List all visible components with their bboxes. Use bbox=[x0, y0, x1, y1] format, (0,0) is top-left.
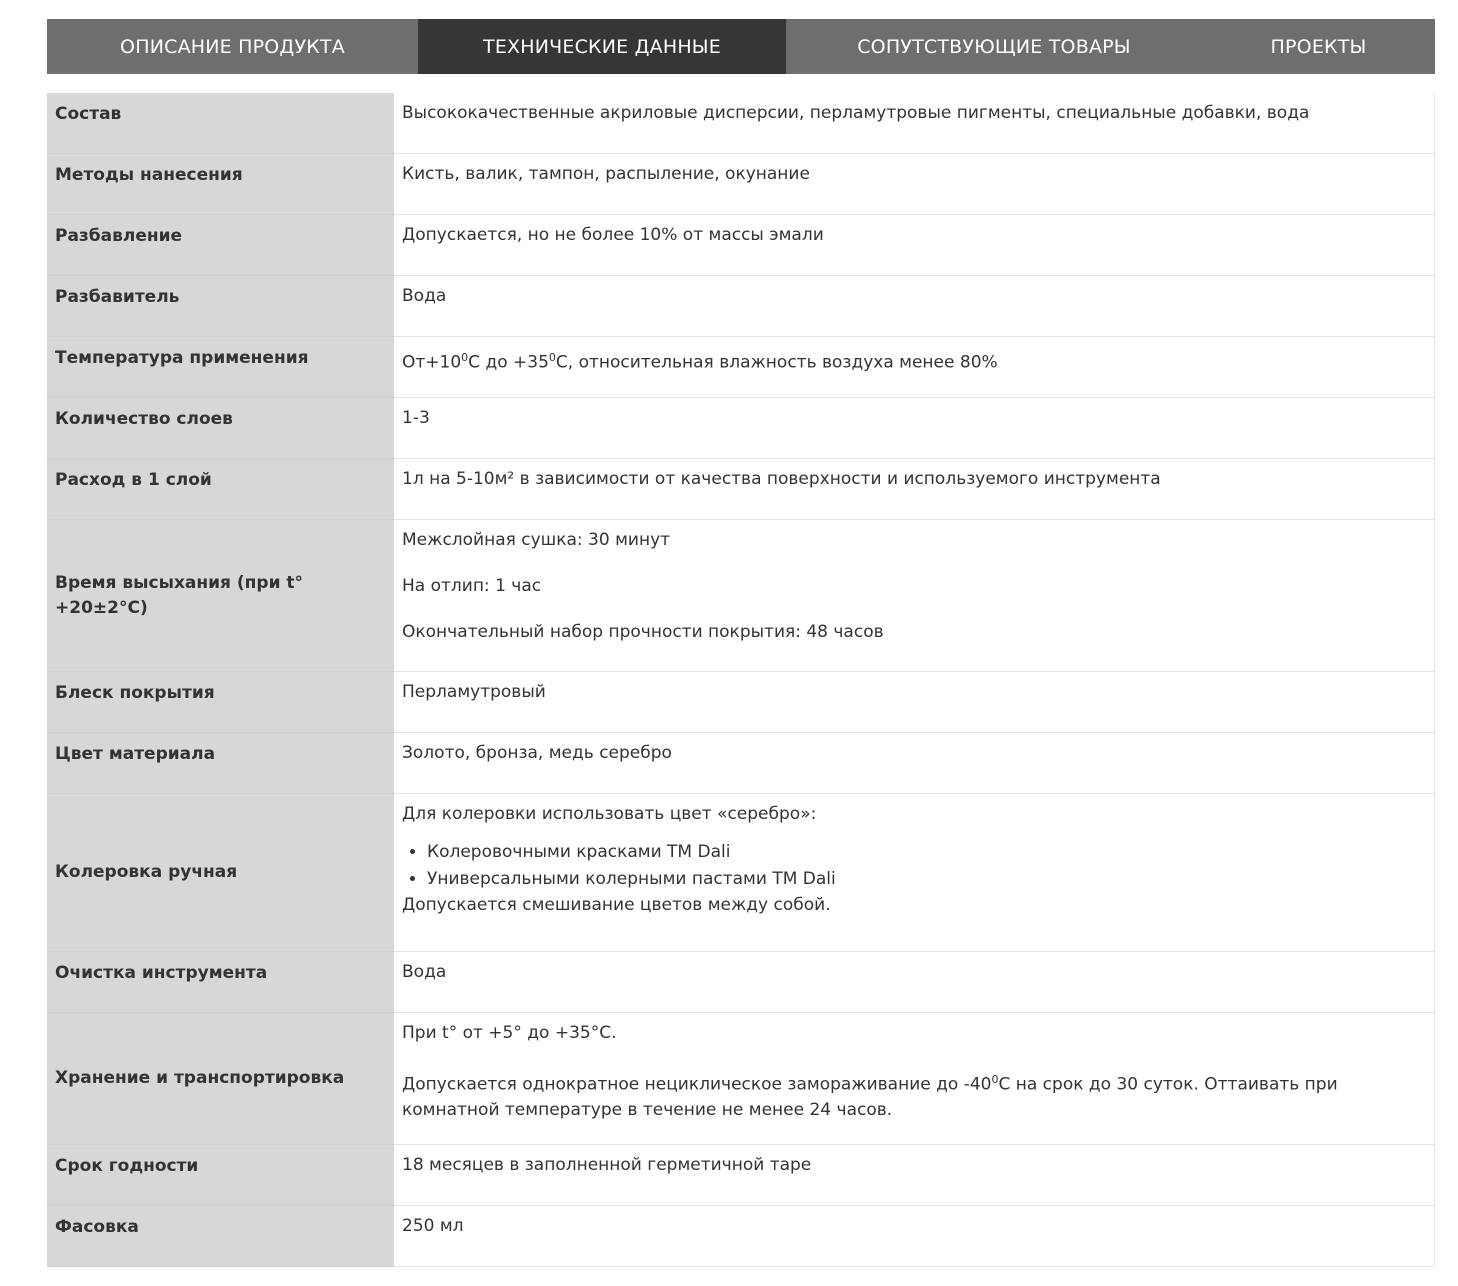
spec-value bbox=[394, 520, 1435, 672]
spec-value: 250 мл bbox=[394, 1206, 1435, 1267]
spec-value bbox=[394, 337, 1435, 398]
spec-value: Допускается, но не более 10% от массы эмали bbox=[394, 215, 1435, 276]
spec-value: 1-3 bbox=[394, 398, 1435, 459]
spec-key: Разбавитель bbox=[47, 276, 394, 337]
spec-key: Состав bbox=[47, 93, 394, 154]
table-row bbox=[47, 337, 1435, 398]
tab-bar bbox=[47, 19, 1435, 74]
temp-text-c: С, относительная влажность воздуха менее 80% bbox=[555, 352, 998, 373]
temp-text-a: От+10 bbox=[402, 352, 462, 373]
spec-key: Фасовка bbox=[47, 1206, 394, 1267]
spec-key: Время высыхания (при t° +20±2°С) bbox=[47, 520, 394, 672]
table-row bbox=[47, 520, 1435, 672]
tinting-list bbox=[402, 839, 1426, 893]
table-row bbox=[47, 459, 1435, 520]
temp-text-b: С до +35 bbox=[468, 352, 549, 373]
spec-key: Срок годности bbox=[47, 1145, 394, 1206]
list-item: • Универсальными колерными пастами ТМ Dali bbox=[427, 866, 1426, 893]
storage-text-b: С на срок до 30 суток. Оттаивать при комнатной температуре в течение не менее 24 часов. bbox=[402, 1074, 1338, 1120]
spec-value: Кисть, валик, тампон, распыление, окунание bbox=[394, 154, 1435, 215]
spec-key: Разбавление bbox=[47, 215, 394, 276]
spec-value: Вода bbox=[394, 952, 1435, 1013]
spec-key: Блеск покрытия bbox=[47, 672, 394, 733]
list-item: • Колеровочными красками ТМ Dali bbox=[427, 839, 1426, 866]
spec-value: 1л на 5-10м² в зависимости от качества поверхности и используемого инструмента bbox=[394, 459, 1435, 520]
table-row bbox=[47, 1013, 1435, 1145]
spec-table bbox=[47, 93, 1435, 1267]
storage-line bbox=[402, 1067, 1426, 1123]
spec-key: Колеровка ручная bbox=[47, 794, 394, 952]
drying-line: Окончательный набор прочности покрытия: 48 часов bbox=[402, 622, 884, 642]
tab-projects[interactable]: ПРОЕКТЫ bbox=[1270, 35, 1367, 58]
table-row bbox=[47, 1145, 1435, 1206]
storage-line: При t° от +5° до +35°С. bbox=[402, 1023, 617, 1043]
spec-value: Золото, бронза, медь серебро bbox=[394, 733, 1435, 794]
table-row bbox=[47, 733, 1435, 794]
table-row bbox=[47, 398, 1435, 459]
tab-related-products[interactable]: СОПУТСТВУЮЩИЕ ТОВАРЫ bbox=[857, 35, 1131, 58]
tab-product-description[interactable]: ОПИСАНИЕ ПРОДУКТА bbox=[120, 35, 345, 58]
spec-value: Перламутровый bbox=[394, 672, 1435, 733]
table-row bbox=[47, 794, 1435, 952]
spec-key: Очистка инструмента bbox=[47, 952, 394, 1013]
spec-key: Расход в 1 слой bbox=[47, 459, 394, 520]
spec-value: 18 месяцев в заполненной герметичной таре bbox=[394, 1145, 1435, 1206]
spec-value: Вода bbox=[394, 276, 1435, 337]
table-row bbox=[47, 276, 1435, 337]
tab-technical-data[interactable]: ТЕХНИЧЕСКИЕ ДАННЫЕ bbox=[418, 19, 786, 74]
degree-sup: 0 bbox=[461, 351, 469, 364]
product-tabs-panel bbox=[47, 19, 1435, 1267]
tinting-intro: Для колеровки использовать цвет «серебро»: bbox=[402, 804, 817, 824]
table-row bbox=[47, 154, 1435, 215]
spec-value bbox=[394, 794, 1435, 952]
spec-value: Высококачественные акриловые дисперсии, перламутровые пигменты, специальные добавки, вода bbox=[394, 93, 1435, 154]
drying-line: На отлип: 1 час bbox=[402, 576, 542, 596]
degree-sup: 0 bbox=[548, 351, 556, 364]
table-row bbox=[47, 672, 1435, 733]
spec-key: Температура применения bbox=[47, 337, 394, 398]
spec-key: Количество слоев bbox=[47, 398, 394, 459]
table-row bbox=[47, 1206, 1435, 1267]
tinting-outro: Допускается смешивание цветов между собой. bbox=[402, 895, 831, 915]
table-row bbox=[47, 952, 1435, 1013]
spec-key: Методы нанесения bbox=[47, 154, 394, 215]
spec-key: Хранение и транспортировка bbox=[47, 1013, 394, 1145]
degree-sup: 0 bbox=[991, 1073, 999, 1086]
drying-line: Межслойная сушка: 30 минут bbox=[402, 530, 671, 550]
table-row bbox=[47, 215, 1435, 276]
table-row bbox=[47, 93, 1435, 154]
spec-value bbox=[394, 1013, 1435, 1145]
spec-key: Цвет материала bbox=[47, 733, 394, 794]
storage-text-a: Допускается однократное нециклическое замораживание до -40 bbox=[402, 1074, 992, 1095]
